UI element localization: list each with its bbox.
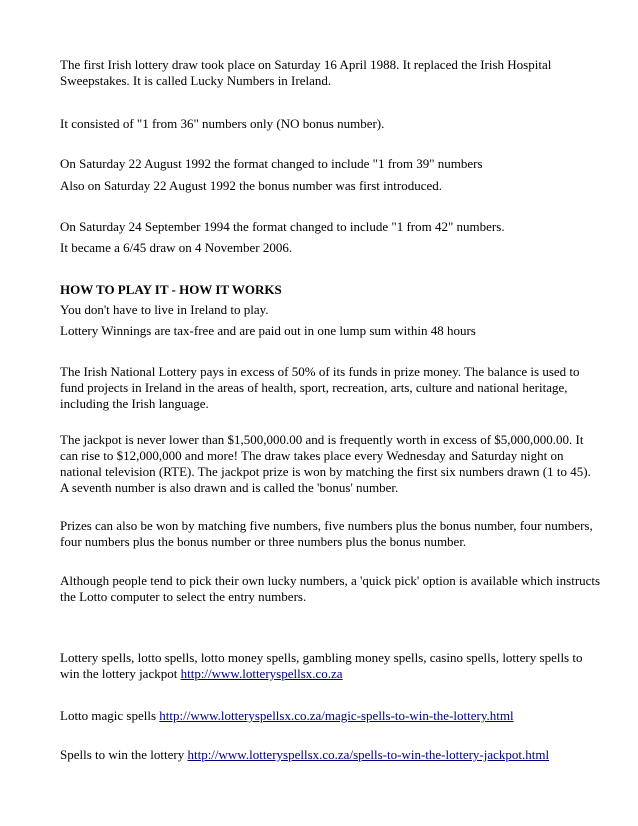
paragraph-jackpot-line-1: The jackpot is never lower than $1,500,000.00 and is frequently worth in excess of $5,000,000.00. It	[60, 432, 584, 447]
paragraph-jackpot-line-2: can rise to $12,000,000 and more! The draw takes place every Wednesday and Saturday night on	[60, 448, 564, 463]
paragraph-magic-spells	[60, 708, 580, 724]
lotteryspells-home-link[interactable]: http://www.lotteryspellsx.co.za	[180, 666, 343, 681]
paragraph-prize-money-line-1: The Irish National Lottery pays in excess of 50% of its funds in prize money. The balance is used to	[60, 364, 580, 379]
jackpot-spells-text: Spells to win the lottery	[60, 747, 188, 762]
paragraph-history-line-1: The first Irish lottery draw took place on Saturday 16 April 1988. It replaced the Irish Hospital	[60, 57, 552, 72]
paragraph-1992-bonus: Also on Saturday 22 August 1992 the bonus number was first introduced.	[60, 178, 443, 193]
paragraph-jackpot-line-3: national television (RTE). The jackpot prize is won by matching the first six numbers drawn (1 to 45).	[60, 464, 591, 479]
jackpot-spells-link[interactable]: http://www.lotteryspellsx.co.za/spells-to-win-the-lottery-jackpot.html	[187, 747, 550, 762]
section-heading-how-to-play: HOW TO PLAY IT - HOW IT WORKS	[60, 282, 282, 297]
paragraph-prizes-line-1: Prizes can also be won by matching five numbers, five numbers plus the bonus number, four numbers,	[60, 518, 593, 533]
spells-text: win the lottery jackpot	[60, 666, 181, 681]
paragraph-prize-money-line-2: fund projects in Ireland in the areas of health, sport, recreation, arts, culture and national heritage,	[60, 380, 568, 395]
paragraph-spells-line-1: Lottery spells, lotto spells, lotto money spells, gambling money spells, casino spells, lottery spells to	[60, 650, 583, 665]
paragraph-tax-free: Lottery Winnings are tax-free and are paid out in one lump sum within 48 hours	[60, 323, 476, 338]
paragraph-original-format: It consisted of "1 from 36" numbers only (NO bonus number).	[60, 116, 385, 131]
paragraph-2006-format: It became a 6/45 draw on 4 November 2006.	[60, 240, 293, 255]
paragraph-prizes-line-2: four numbers plus the bonus number or three numbers plus the bonus number.	[60, 534, 467, 549]
paragraph-jackpot-spells	[60, 747, 580, 763]
paragraph-1994-format: On Saturday 24 September 1994 the format changed to include "1 from 42" numbers.	[60, 219, 505, 234]
paragraph-jackpot-line-4: A seventh number is also drawn and is called the 'bonus' number.	[60, 480, 399, 495]
paragraph-quick-pick-line-1: Although people tend to pick their own lucky numbers, a 'quick pick' option is available which instructs	[60, 573, 601, 588]
paragraph-residency: You don't have to live in Ireland to play.	[60, 302, 269, 317]
paragraph-1992-format: On Saturday 22 August 1992 the format changed to include "1 from 39" numbers	[60, 156, 483, 171]
paragraph-spells-line-2	[60, 666, 580, 682]
paragraph-prize-money-line-3: including the Irish language.	[60, 396, 209, 411]
magic-spells-text: Lotto magic spells	[60, 708, 160, 723]
paragraph-history-line-2: Sweepstakes. It is called Lucky Numbers in Ireland.	[60, 73, 332, 88]
magic-spells-link[interactable]: http://www.lotteryspellsx.co.za/magic-spells-to-win-the-lottery.html	[159, 708, 514, 723]
paragraph-quick-pick-line-2: the Lotto computer to select the entry numbers.	[60, 589, 307, 604]
